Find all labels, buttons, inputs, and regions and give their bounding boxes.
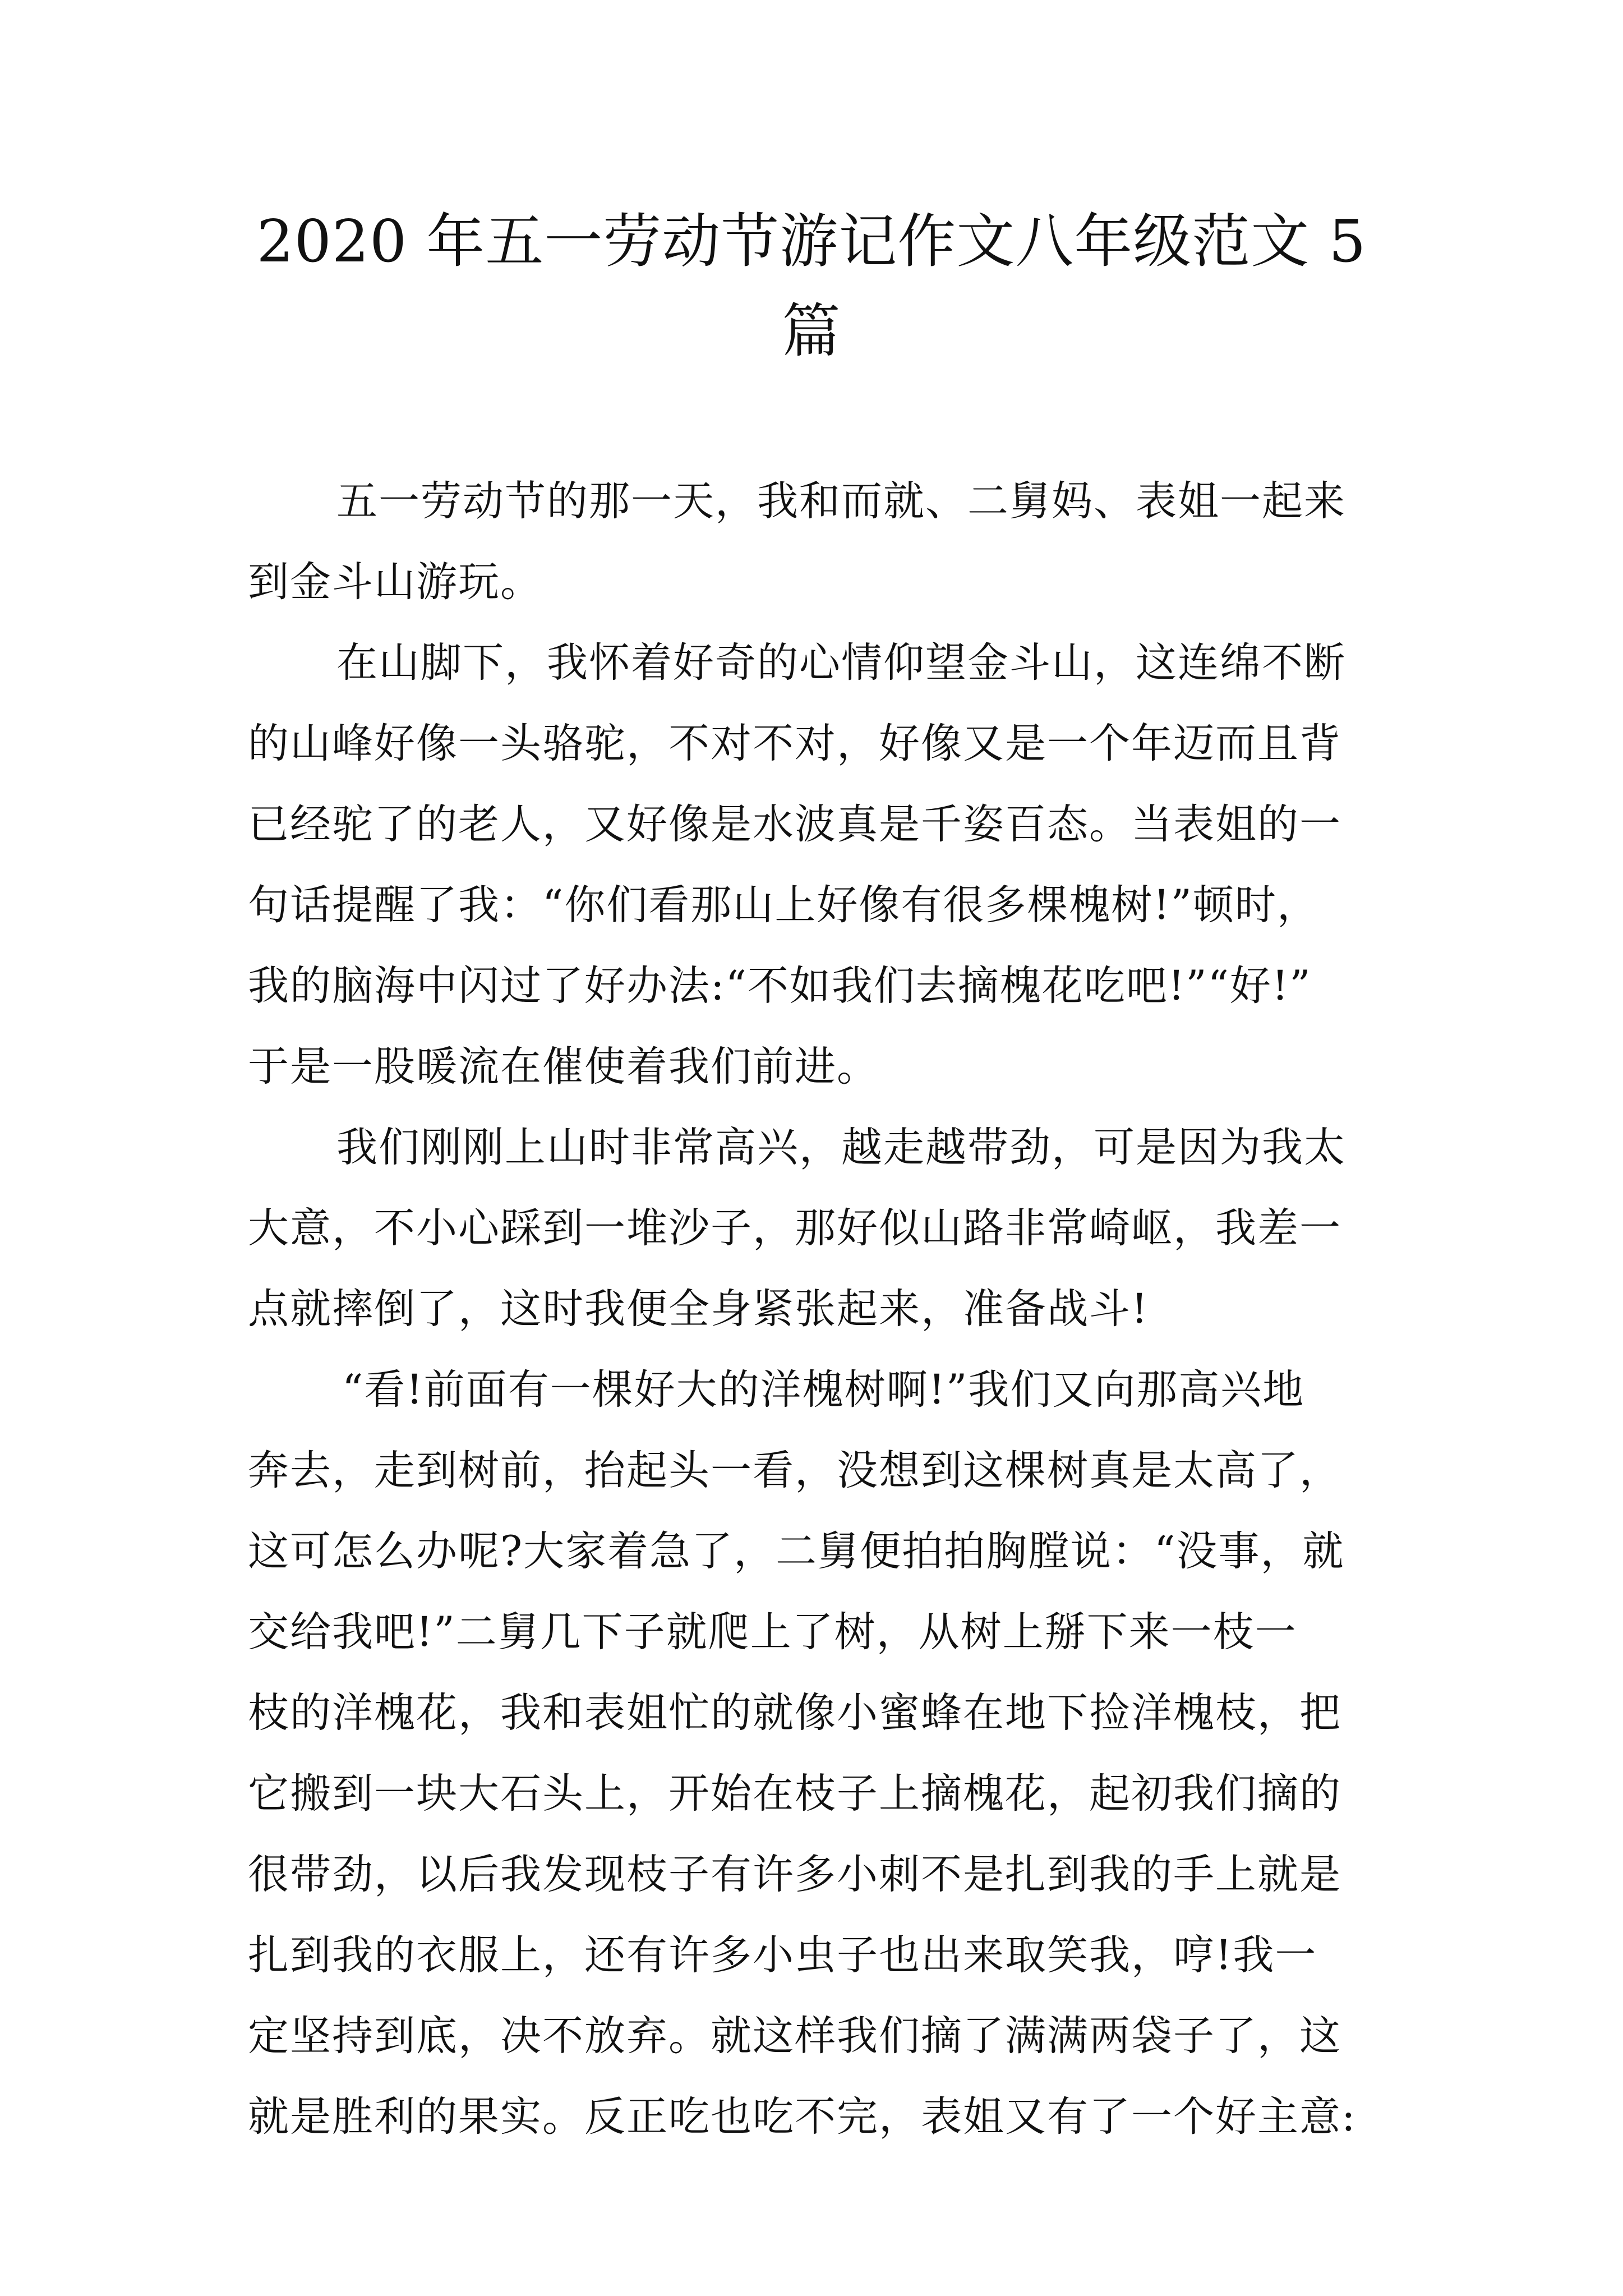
paragraph-line: 句话提醒了我：“你们看那山上好像有很多棵槐树!”顿时， [248,881,1319,929]
document-title [236,196,1387,376]
title-line: 2020 年五一劳动节游记作文八年级范文 5 [256,207,1367,275]
paragraph-line: 大意，不小心踩到一堆沙子，那好似山路非常崎岖，我差一 [248,1204,1341,1252]
paragraph-line: 扎到我的衣服上，还有许多小虫子也出来取笑我，哼!我一 [248,1931,1317,1979]
paragraph-line: 到金斗山游玩。 [248,558,542,606]
paragraph-line: “看!前面有一棵好大的洋槐树啊!”我们又向那高兴地 [342,1366,1305,1414]
title-line: 篇 [782,297,841,365]
paragraph-line: 奔去，走到树前，抬起头一看，没想到这棵树真是太高了， [248,1447,1341,1494]
paragraph-line: 我们刚刚上山时非常高兴，越走越带劲，可是因为我太 [336,1124,1346,1171]
paragraph-line: 枝的洋槐花，我和表姐忙的就像小蜜蜂在地下捡洋槐枝，把 [248,1689,1341,1737]
paragraph-line: 在山脚下，我怀着好奇的心情仰望金斗山，这连绵不断 [336,639,1346,687]
paragraph-line: 于是一股暖流在催使着我们前进。 [248,1043,879,1091]
document-body [248,461,1386,2157]
paragraph-line: 交给我吧!”二舅几下子就爬上了树，从树上掰下来一枝一 [248,1608,1297,1656]
paragraph-line: 我的脑海中闪过了好办法:“不如我们去摘槐花吃吧!”“好!” [248,962,1312,1010]
paragraph-line: 这可怎么办呢?大家着急了，二舅便拍拍胸膛说：“没事，就 [248,1527,1345,1575]
paragraph-line: 就是胜利的果实。反正吃也吃不完，表姐又有了一个好主意: [248,2093,1357,2141]
paragraph-line: 它搬到一块大石头上，开始在枝子上摘槐花，起初我们摘的 [248,1770,1341,1818]
paragraph-line: 已经驼了的老人，又好像是水波真是千姿百态。当表姐的一 [248,800,1341,848]
paragraph-line: 定坚持到底，决不放弃。就这样我们摘了满满两袋子了，这 [248,2012,1341,2060]
paragraph-line: 点就摔倒了，这时我便全身紧张起来，准备战斗! [248,1285,1149,1333]
paragraph-line: 五一劳动节的那一天，我和而就、二舅妈、表姐一起来 [336,477,1346,525]
paragraph-line: 很带劲，以后我发现枝子有许多小刺不是扎到我的手上就是 [248,1851,1341,1898]
paragraph-line: 的山峰好像一头骆驼，不对不对，好像又是一个年迈而且背 [248,720,1341,767]
